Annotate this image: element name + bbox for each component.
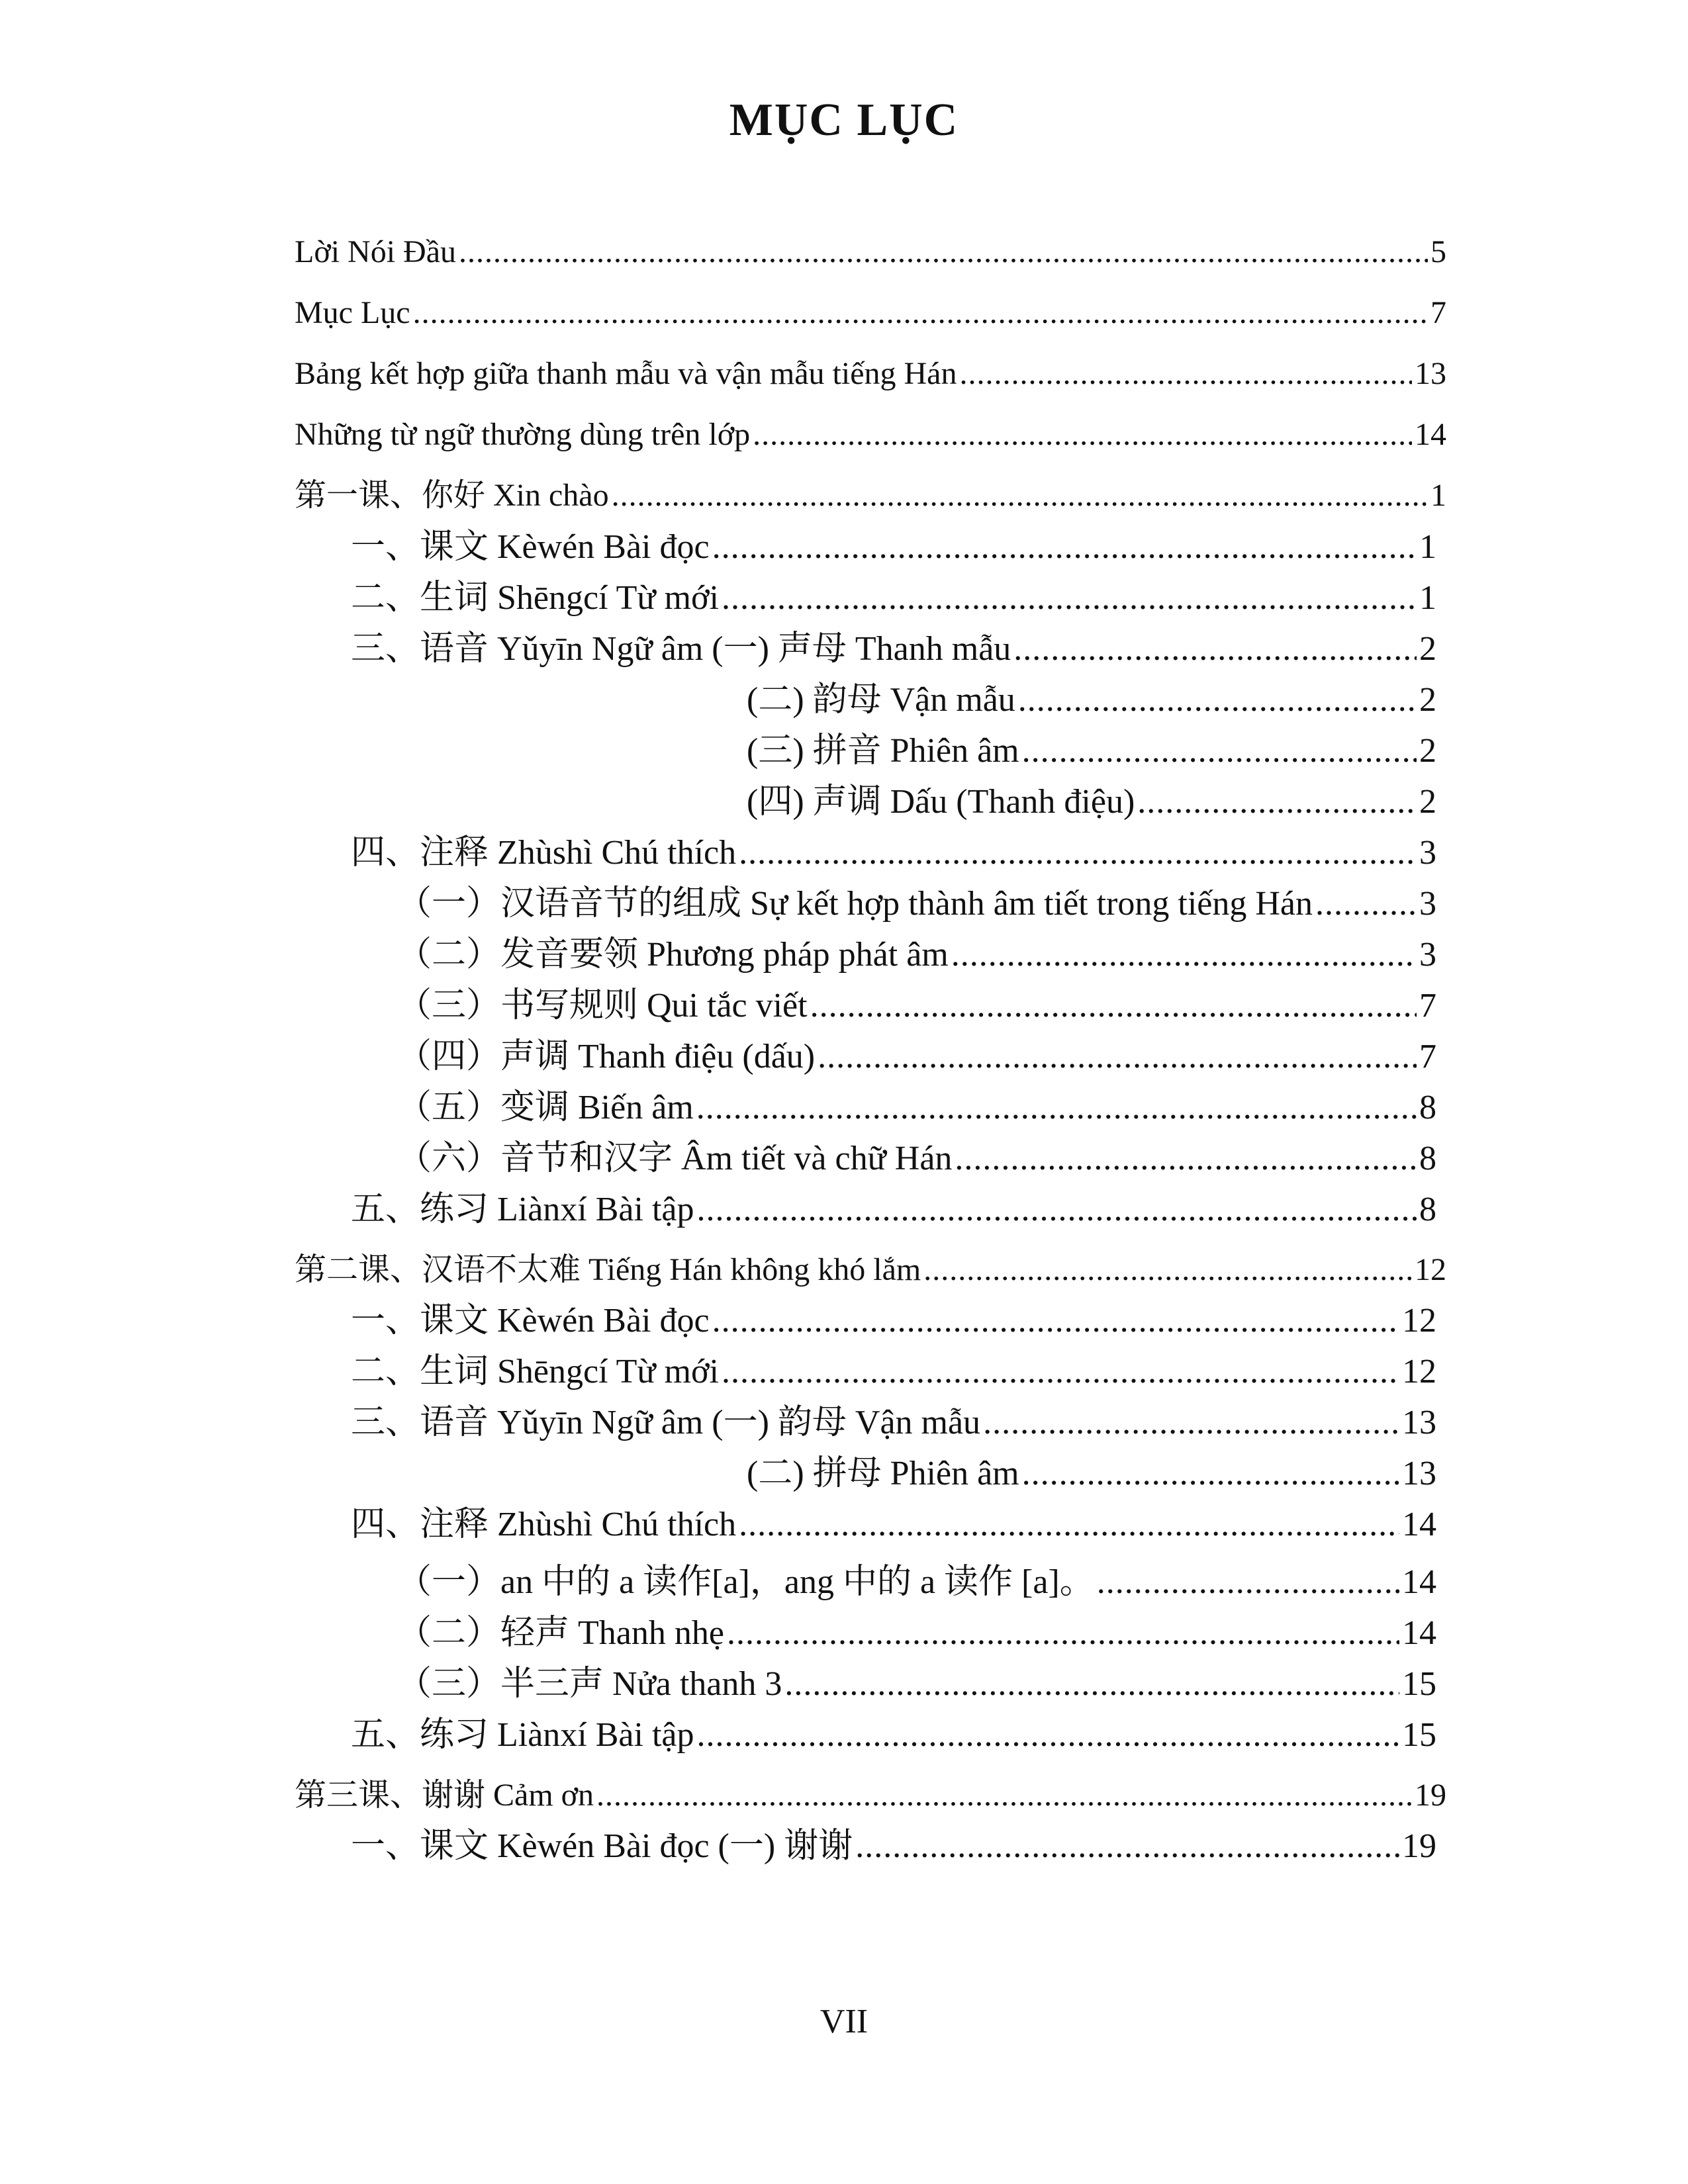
toc-entry[interactable] <box>397 882 1436 926</box>
toc-page: 1 <box>1419 579 1436 617</box>
toc-label: (三) 拼音 Phiên âm <box>747 732 1019 770</box>
dot-leader <box>1022 729 1417 773</box>
toc-label: 三、语音 Yǔyīn Ngữ âm (一) 声母 Thanh mẫu <box>351 630 1011 668</box>
toc-page: 1 <box>1419 528 1436 566</box>
toc-page: 14 <box>1402 1563 1436 1601</box>
dot-leader <box>739 1503 1399 1547</box>
dot-leader <box>1137 780 1417 824</box>
toc-label: (二) 韵母 Vận mẫu <box>747 681 1015 719</box>
toc-entry[interactable] <box>351 1503 1436 1547</box>
dot-leader <box>955 1137 1417 1181</box>
toc-entry[interactable] <box>397 933 1436 977</box>
toc-entry[interactable] <box>351 1299 1436 1343</box>
dot-leader <box>696 1713 1399 1757</box>
toc-entry[interactable] <box>351 1188 1436 1232</box>
toc-page: 8 <box>1419 1089 1436 1126</box>
dot-leader <box>413 291 1428 335</box>
dot-leader <box>1018 678 1417 722</box>
dot-leader <box>1022 1452 1399 1496</box>
toc-entry[interactable] <box>351 627 1436 671</box>
toc-page: 19 <box>1415 1778 1446 1813</box>
dot-leader <box>739 831 1417 875</box>
toc-page: 14 <box>1415 417 1446 452</box>
toc-label: （六）音节和汉字 Âm tiết và chữ Hán <box>397 1140 953 1177</box>
toc-entry[interactable] <box>351 1825 1436 1868</box>
toc-label: (二) 拼母 Phiên âm <box>747 1455 1019 1492</box>
toc-label: (四) 声调 Dấu (Thanh điệu) <box>747 783 1135 821</box>
toc-label: 一、课文 Kèwén Bài đọc (一) 谢谢 <box>351 1827 853 1865</box>
dot-leader <box>712 525 1417 569</box>
toc-page: 7 <box>1430 295 1446 330</box>
toc-page: 8 <box>1419 1140 1436 1177</box>
dot-leader <box>712 1299 1399 1343</box>
toc-label: （三）半三声 Nửa thanh 3 <box>397 1665 782 1703</box>
toc-entry[interactable] <box>351 525 1436 569</box>
dot-leader <box>696 1188 1417 1232</box>
dot-leader <box>855 1825 1399 1868</box>
toc-label: 三、语音 Yǔyīn Ngữ âm (一) 韵母 Vận mẫu <box>351 1404 981 1441</box>
dot-leader <box>810 984 1417 1028</box>
toc-label: Mục Lục <box>295 295 410 330</box>
toc-page: 1 <box>1430 478 1446 513</box>
toc-page: 2 <box>1419 783 1436 821</box>
toc-page: 13 <box>1402 1455 1436 1492</box>
dot-leader <box>596 1774 1412 1817</box>
toc-entry[interactable] <box>295 230 1446 274</box>
toc-entry[interactable] <box>747 729 1436 773</box>
toc-page: 14 <box>1402 1614 1436 1652</box>
toc-entry[interactable] <box>747 780 1436 824</box>
dot-leader <box>696 1086 1417 1130</box>
toc-page: 3 <box>1419 936 1436 974</box>
toc-label: （三）书写规则 Qui tắc viết <box>397 987 808 1024</box>
toc-label: （二）发音要领 Phương pháp phát âm <box>397 936 949 974</box>
toc-page: 13 <box>1402 1404 1436 1441</box>
toc-label: （五）变调 Biến âm <box>397 1089 694 1126</box>
toc-entry[interactable] <box>397 1662 1436 1706</box>
toc-entry[interactable] <box>295 291 1446 335</box>
page-number: VII <box>820 2003 868 2040</box>
toc-entry[interactable] <box>351 1713 1436 1757</box>
toc-page: 2 <box>1419 630 1436 668</box>
toc-page: 7 <box>1419 1038 1436 1075</box>
dot-leader <box>753 413 1412 457</box>
dot-leader <box>722 576 1417 620</box>
toc-label: 第三课、谢谢 Cảm ơn <box>295 1778 594 1813</box>
dot-leader <box>983 1401 1399 1445</box>
toc-page: 19 <box>1402 1827 1436 1865</box>
toc-entry[interactable] <box>747 1452 1436 1496</box>
toc-page: 3 <box>1419 834 1436 872</box>
page-title: MỤC LỤC <box>729 95 959 146</box>
toc-entry[interactable] <box>351 831 1436 875</box>
toc-entry[interactable] <box>397 1035 1436 1079</box>
dot-leader <box>727 1612 1399 1655</box>
toc-label: （一）汉语音节的组成 Sự kết hợp thành âm tiết trong tiếng Hán <box>397 885 1313 923</box>
toc-label: 五、练习 Liànxí Bài tập <box>351 1191 694 1228</box>
toc-entry[interactable] <box>295 1248 1446 1292</box>
toc-label: 五、练习 Liànxí Bài tập <box>351 1716 694 1754</box>
toc-page: 7 <box>1419 987 1436 1024</box>
dot-leader <box>459 230 1428 274</box>
toc-page: 2 <box>1419 681 1436 719</box>
toc-entry[interactable] <box>397 984 1436 1028</box>
toc-page: 2 <box>1419 732 1436 770</box>
toc-page: 3 <box>1419 885 1436 923</box>
toc-label: 一、课文 Kèwén Bài đọc <box>351 1302 710 1340</box>
toc-label: （一）an 中的 a 读作[a]，ang 中的 a 读作 [a]。 <box>397 1563 1094 1601</box>
dot-leader <box>722 1350 1399 1394</box>
toc-page: 12 <box>1402 1302 1436 1340</box>
toc-entry[interactable] <box>397 1137 1436 1181</box>
toc-label: 二、生词 Shēngcí Từ mới <box>351 1353 719 1390</box>
toc-entry[interactable] <box>351 576 1436 620</box>
dot-leader <box>784 1662 1399 1706</box>
dot-leader <box>1097 1561 1399 1604</box>
toc-entry[interactable] <box>295 352 1446 396</box>
toc-label: Những từ ngữ thường dùng trên lớp <box>295 417 751 452</box>
toc-label: 二、生词 Shēngcí Từ mới <box>351 579 719 617</box>
toc-page: 5 <box>1430 234 1446 269</box>
toc-page: 15 <box>1402 1716 1436 1754</box>
toc-entry[interactable] <box>397 1612 1436 1655</box>
toc-page: 15 <box>1402 1665 1436 1703</box>
toc-entry[interactable] <box>295 1774 1446 1817</box>
toc-entry[interactable] <box>351 1350 1436 1394</box>
toc-label: 第一课、你好 Xin chào <box>295 478 609 513</box>
toc-label: （二）轻声 Thanh nhẹ <box>397 1614 724 1652</box>
dot-leader <box>959 352 1412 396</box>
toc-page: 14 <box>1402 1506 1436 1543</box>
toc-page: 12 <box>1402 1353 1436 1390</box>
dot-leader <box>818 1035 1417 1079</box>
dot-leader <box>1013 627 1417 671</box>
toc-label: 四、注释 Zhùshì Chú thích <box>351 834 737 872</box>
dot-leader <box>923 1248 1412 1292</box>
dot-leader <box>1315 882 1417 926</box>
toc-label: Bảng kết hợp giữa thanh mẫu và vận mẫu tiếng Hán <box>295 356 957 391</box>
toc-entry[interactable] <box>747 678 1436 722</box>
toc-page: 12 <box>1415 1252 1446 1287</box>
toc-entry[interactable] <box>397 1561 1436 1604</box>
toc-label: （四）声调 Thanh điệu (dấu) <box>397 1038 816 1075</box>
toc-entry[interactable] <box>397 1086 1436 1130</box>
dot-leader <box>951 933 1417 977</box>
toc-label: 四、注释 Zhùshì Chú thích <box>351 1506 737 1543</box>
toc-label: 一、课文 Kèwén Bài đọc <box>351 528 710 566</box>
toc-entry[interactable] <box>351 1401 1436 1445</box>
dot-leader <box>612 474 1428 518</box>
toc-page: 8 <box>1419 1191 1436 1228</box>
toc-entry[interactable] <box>295 474 1446 518</box>
toc-label: Lời Nói Đầu <box>295 234 457 269</box>
toc-label: 第二课、汉语不太难 Tiếng Hán không khó lắm <box>295 1252 921 1287</box>
toc-page: 13 <box>1415 356 1446 391</box>
toc-entry[interactable] <box>295 413 1446 457</box>
